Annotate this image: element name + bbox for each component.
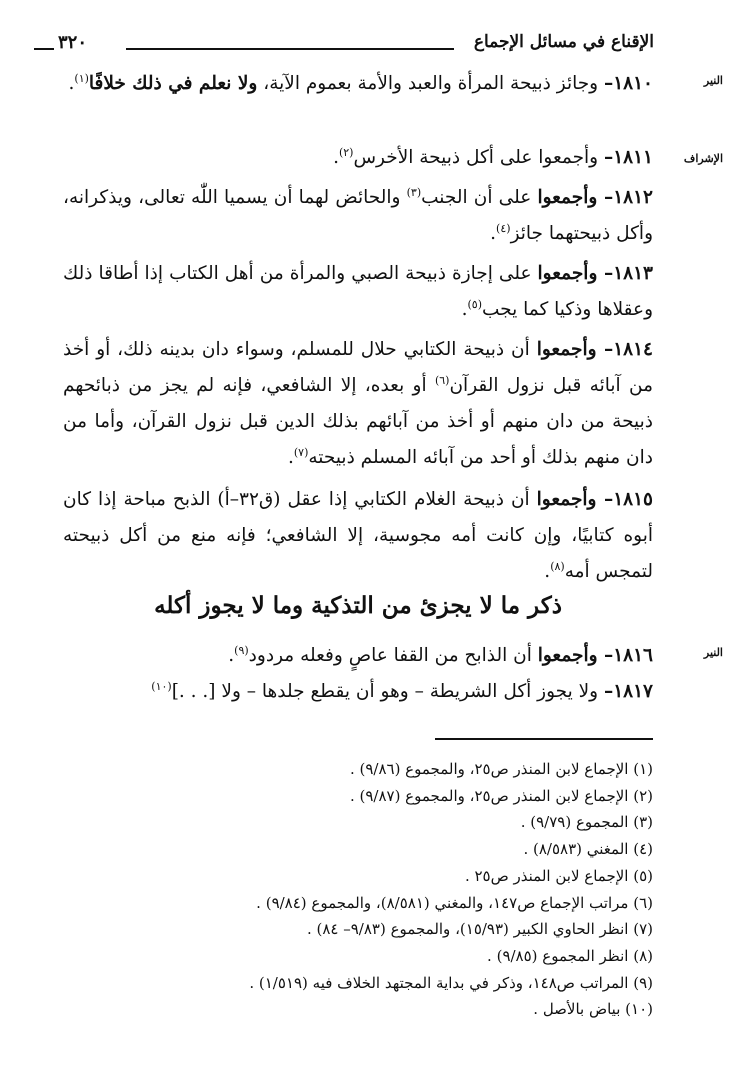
footnote-ref: (٨) [550,559,565,573]
paragraph-text: أن الذابح من القفا عاصٍ وفعله مردود [248,645,538,666]
page-header [34,30,654,60]
footnote-ref-2: (٧) [293,445,309,459]
footnote-ref: (١) [74,71,89,85]
paragraph-number: ١٨١٧– [604,681,653,702]
footnote-4: (٤) المغني (٨/٥٨٣) . [523,840,653,859]
paragraph-text: وجائز ذبيحة المرأة والعبد والأمة بعموم الآية، [257,73,604,94]
paragraph-text: على أن الجنب [421,187,538,208]
paragraph-text: أن ذبيحة الغلام الكتابي إذا عقل (ق٣٢–أ) الذبح مباحة إذا كان أبوه كتابيًا، وإن كانت أمه مجوسية، إلا الشافعي؛ فإنه منع من أكل ذبيحته لتمجس أمه [63,489,653,582]
paragraph-number: ١٨١٦– [604,645,653,666]
footnote-2: (٢) الإجماع لابن المنذر ص٢٥، والمجموع (٩/٨٧) . [349,786,653,805]
paragraph-end: . [333,147,339,168]
paragraph-end: . [228,645,235,666]
paragraph-bold: وأجمعوا [537,263,604,284]
paragraph-1810 [63,66,653,102]
paragraph-1812 [63,180,653,252]
footnote-separator [435,738,653,740]
paragraph-end: . [544,561,551,582]
paragraph-bold: وأجمعوا [537,187,604,208]
footnote-ref: (٦) [434,373,450,387]
paragraph-text-2: أو بعده، إلا الشافعي، فإنه لم يجز من ذبائحهم ذبيحة من دان منهم أو أخذ من آبائهم بذلك الدين قبل نزول القرآن، وأما من دان منهم بذلك أو أحد من آبائه المسلم ذبيحته [63,375,653,468]
paragraph-text-2: والحائض لهما أن يسميا اللّٰه تعالى، ويذكرانه، وأكل ذبيحتهما جائز [63,187,653,244]
paragraph-number: ١٨١٤– [603,339,653,360]
footnotes [93,756,653,1023]
footnote-ref-2: (٤) [496,221,511,235]
section-heading: ذكر ما لا يجزئ من التذكية وما لا يجوز أكله [154,592,562,619]
margin-note-nayyir: النير [703,74,723,87]
header-rule-short [34,48,54,50]
paragraph-end: . [68,73,75,94]
paragraph-number: ١٨١٣– [603,263,653,284]
paragraph-text: وأجمعوا على أكل ذبيحة الأخرس [353,147,604,168]
paragraph-text: على إجازة ذبيحة الصبي والمرأة من أهل الكتاب إذا أطاقا ذلك وعقلاها وذكيا كما يجب [63,263,653,320]
paragraph-text: أن ذبيحة الكتابي حلال للمسلم، وسواء دان بدينه ذلك، أو أخذ من آبائه قبل نزول القرآن [63,339,653,396]
footnote-10: (١٠) بياض بالأصل . [533,1000,653,1019]
paragraph-1811 [63,140,653,176]
paragraph-1815 [63,482,653,590]
footnote-ref: (٢) [338,145,354,159]
footnote-ref: (٥) [467,297,482,311]
paragraph-bold: ولا نعلم في ذلك خلافًا [88,73,258,94]
paragraph-number: ١٨١٠– [604,73,653,94]
margin-note-ishraf: الإشراف [683,152,723,165]
paragraph-1813 [63,256,653,328]
footnote-6: (٦) مراتب الإجماع ص١٤٧، والمغني (٨/٥٨١)، والمجموع (٩/٨٤) . [256,893,653,912]
footnote-7: (٧) انظر الحاوي الكبير (١٥/٩٣)، والمجموع (٩/٨٣– ٨٤) . [306,920,653,939]
paragraph-1817 [63,674,653,710]
paragraph-number: ١٨١٢– [604,187,653,208]
paragraph-bold: وأجمعوا [537,645,604,666]
footnote-8: (٨) انظر المجموع (٩/٨٥) . [487,946,653,965]
paragraph-1816 [63,638,653,674]
paragraph-bold: وأجمعوا [536,489,604,510]
running-title: الإقناع في مسائل الإجماع [473,32,654,52]
footnote-1: (١) الإجماع لابن المنذر ص٢٥، والمجموع (٩/٨٦) . [349,760,653,778]
paragraph-end: . [461,299,468,320]
page-number: ٣٢٠ [58,32,88,53]
footnote-3: (٣) المجموع (٩/٧٩) . [520,813,653,832]
paragraph-end: . [287,447,294,468]
paragraph-bold: وأجمعوا [536,339,604,360]
header-rule [126,48,454,50]
paragraph-end: . [490,223,497,244]
footnote-9: (٩) المراتب ص١٤٨، وذكر في بداية المجتهد الخلاف فيه (١/٥١٩) . [249,973,653,992]
margin-note-nayyir-2: النير [703,646,723,659]
paragraph-number: ١٨١٥– [603,489,653,510]
paragraph-number: ١٨١١– [604,147,653,168]
footnote-ref: (١٠) [151,679,172,693]
footnote-5: (٥) الإجماع لابن المنذر ص٢٥ . [464,866,653,885]
paragraph-text: ولا يجوز أكل الشريطة – وهو أن يقطع جلدها – ولا [. . .] [171,681,604,702]
footnote-ref: (٣) [406,185,422,199]
paragraph-1814 [63,332,653,476]
footnote-ref: (٩) [234,643,249,657]
